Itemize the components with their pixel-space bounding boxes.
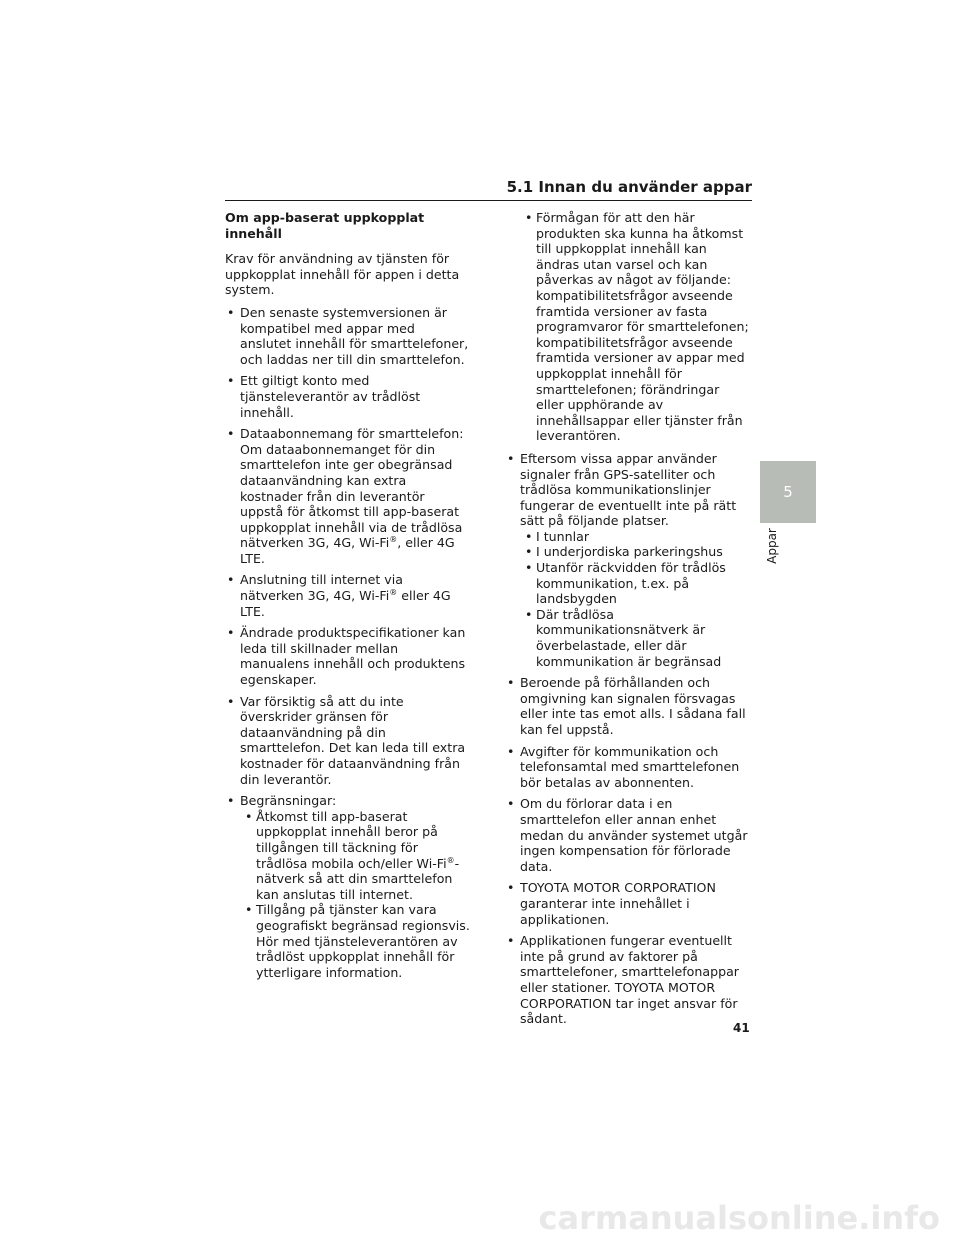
left-column xyxy=(225,210,470,986)
list-item-text: Begränsningar: xyxy=(240,793,337,809)
list-item: • TOYOTA MOTOR CORPORATION garanterar inte innehållet i applikationen. xyxy=(505,880,750,927)
chapter-label xyxy=(761,527,781,569)
list-item: • Beroende på förhållanden och omgivning kan signalen försvagas eller inte tas emot alls. I sådana fall kan fel uppstå. xyxy=(505,675,750,737)
list-item-text: Dataabonnemang för smarttelefon: Om dataabonnemanget för din smarttelefon inte ger obegränsad dataanvändning kan extra kostnader från din leverantör uppstå för åtkomst till app-baserat uppkopplat innehåll via de trådlösa nätverken 3G, 4G, Wi-Fi xyxy=(240,426,464,551)
list-item: • Om du förlorar data i en smarttelefon eller annan enhet medan du använder systemet utgår ingen kompensation för förlorade data. xyxy=(505,796,750,874)
section-heading: Om app-baserat uppkopplat innehåll xyxy=(225,210,425,241)
header-title: 5.1 Innan du använder appar xyxy=(506,178,752,196)
chapter-label-text: Appar xyxy=(765,528,779,564)
watermark: carmanualsonline.info xyxy=(538,1199,940,1237)
list-item-text: Anslutning till internet via nätverken 3G, 4G, Wi-Fi xyxy=(240,572,403,604)
list-item: • Var försiktig så att du inte överskrider gränsen för dataanvändning på din smarttelefon. Det kan leda till extra kostnader för dataanvändning från din leverantör. xyxy=(225,694,470,788)
sublist-item: • Tillgång på tjänster kan vara geografiskt begränsad regionsvis. Hör med tjänsteleverantören av trådlöst uppkopplat innehåll för ytterligare information. xyxy=(240,902,470,980)
list-item: • Den senaste systemversionen är kompatibel med appar med anslutet innehåll för smarttelefoner, och laddas ner till din smarttelefon. xyxy=(225,305,470,367)
sublist-item xyxy=(240,809,470,903)
intro-paragraph: Krav för användning av tjänsten för uppkopplat innehåll för appen i detta system. xyxy=(225,251,460,298)
chapter-number: 5 xyxy=(783,483,793,501)
list-item xyxy=(225,793,470,980)
sublist-item: • Där trådlösa kommunikationsnätverk är överbelastade, eller där kommunikation är begränsad xyxy=(520,607,750,669)
sublist-item-text: Åtkomst till app-baserat uppkopplat innehåll beror på tillgången till täckning för trådlösa mobila och/eller Wi-Fi xyxy=(256,808,447,871)
list-item-text: Eftersom vissa appar använder signaler från GPS-satelliter och trådlösa kommunikationslinjer fungerar de eventuellt inte på rätt sätt på följande platser. xyxy=(520,450,737,529)
requirements-list xyxy=(225,305,470,980)
locations-sublist xyxy=(520,529,750,669)
sublist-item-text: -nätverk så att din smarttelefon kan anslutas till internet. xyxy=(256,855,460,902)
list-item-text: , eller 4G LTE. xyxy=(240,535,455,566)
notes-list xyxy=(505,451,750,1027)
list-item-text: eller 4G LTE. xyxy=(240,588,451,619)
list-item xyxy=(505,451,750,669)
sublist-item: • I tunnlar xyxy=(520,529,750,545)
list-item: • Avgifter för kommunikation och telefonsamtal med smarttelefonen bör betalas av abonnenten. xyxy=(505,744,750,791)
list-item: • Ett giltigt konto med tjänsteleverantör av trådlöst innehåll. xyxy=(225,373,470,420)
list-item xyxy=(225,426,470,566)
registered-mark: ® xyxy=(446,855,455,865)
list-item: • Applikationen fungerar eventuellt inte på grund av faktorer på smarttelefoner, smarttelefonappar eller stationer. TOYOTA MOTOR CORPORATION tar inget ansvar för sådant. xyxy=(505,933,750,1027)
registered-mark: ® xyxy=(389,587,398,597)
chapter-tab xyxy=(760,461,816,523)
continued-sublist-item: • Förmågan för att den här produkten ska kunna ha åtkomst till uppkopplat innehåll kan ändras utan varsel och kan påverkas av något av följande: kompatibilitetsfrågor avseende framtida versioner av fasta programvaror för smarttelefonen; kompatibilitetsfrågor avseende framtida versioner av appar med uppkopplat innehåll för smarttelefonen; förändringar eller upphörande av innehållsappar eller tjänster från leverantören. xyxy=(505,210,750,444)
list-item xyxy=(225,572,470,619)
limitations-sublist xyxy=(240,809,470,981)
page-number: 41 xyxy=(733,1021,750,1035)
sublist-item: • I underjordiska parkeringshus xyxy=(520,544,750,560)
header-rule xyxy=(225,200,752,201)
list-item: • Ändrade produktspecifikationer kan leda till skillnader mellan manualens innehåll och produktens egenskaper. xyxy=(225,625,470,687)
right-column xyxy=(505,210,750,1033)
sublist-item: • Utanför räckvidden för trådlös kommunikation, t.ex. på landsbygden xyxy=(520,560,750,607)
registered-mark: ® xyxy=(389,535,398,545)
